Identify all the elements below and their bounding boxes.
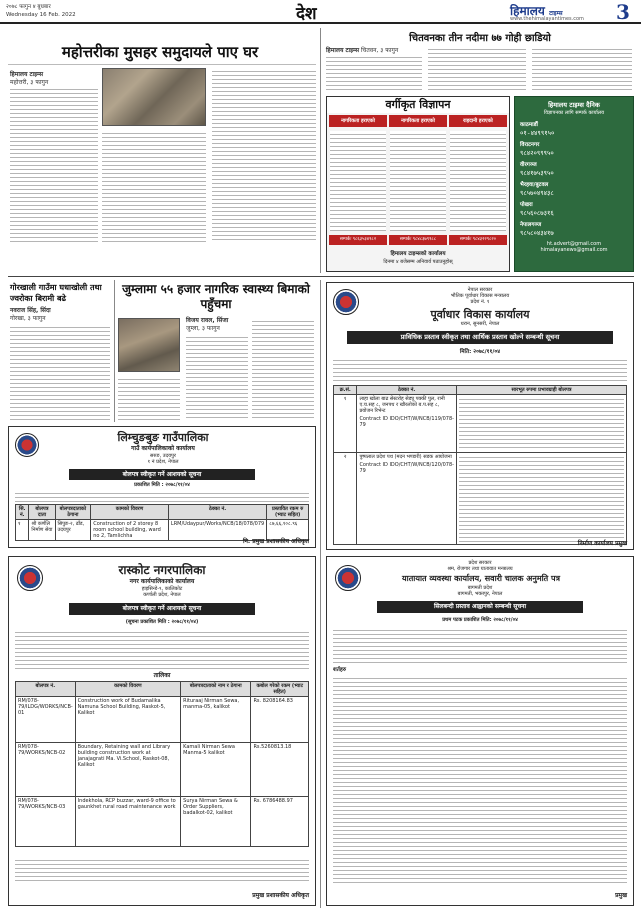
yatayat-place-1: बागमती प्रदेश [467,585,493,591]
raskot-r3-amount: Rs. 6786488.97 [251,797,309,847]
story4-source: विजय रावल, सिंजा [186,317,229,324]
classified-col1-title: नागरिकता हराएको [329,115,387,127]
classified-col2-body [390,131,446,231]
ad-box-row [520,200,628,217]
limchung-th-2: बोलपत्रदाताको ठेगाना [55,505,91,520]
yatayat-signature: प्रमुख [615,892,627,899]
ad-box-row-phone[interactable]: ९८४१७५३९५० [520,169,554,177]
classified-phone-2: सम्पर्कः ९८४८३७९९८८ [389,235,447,245]
raskot-place-2: कर्णाली प्रदेश, नेपाल [143,592,181,598]
purbadhar-row-2 [334,453,627,545]
notice-yatayat [326,556,634,906]
story1-body-col1 [10,86,98,242]
purbadhar-date: मिति: २०७८/११/०४ [459,349,501,355]
limchung-table-grid [15,504,309,541]
yatayat-date: प्रथम पटक प्रकाशित मिति: २०७८/११/०४ [442,617,518,623]
limchung-cell-amount: ८७,६६,१०८.९६ [267,520,309,541]
yatayat-org-1: प्रदेश सरकार [468,560,492,566]
story4-body-col3 [252,318,314,420]
raskot-row-3 [16,797,309,847]
classified-footer-2: दिनमा ४ बजेसम्म अनिवार्य पठाउनुहोस् [383,259,453,265]
limchung-cell-sn: १ [16,520,29,541]
ad-box-row-phone[interactable]: ९८४२०९९९५० [520,149,554,157]
section-title: देश [296,4,317,24]
raskot-place-1: हाइसिन्डे-९, कालिकोट [141,586,183,592]
raskot-table [15,681,309,847]
raskot-r2-bid: RM/078-79/WORKS/NCB-02 [16,743,76,797]
classified-col2-title: नागरिकता हराएको [389,115,447,127]
story3-place: गोरखा, ३ फागुन [10,315,46,322]
limchung-th-4: ठेक्का नं. [168,505,266,520]
yatayat-conditions-list [333,675,627,885]
raskot-row-1 [16,697,309,743]
limchung-place-1: सरुङ, उदयपुर [150,453,176,459]
raskot-signature: प्रमुख प्रशासकीय अधिकृत [252,892,309,899]
yatayat-banner: सिलबन्दी प्रस्ताव आह्वानको सम्बन्धी सूचना [377,601,583,613]
raskot-banner: बोलपत्र स्वीकृत गर्ने आशयको सूचना [69,603,255,615]
story2-body-col1 [326,54,422,90]
story3-source: नवराज सिंह, सिंदा [10,307,51,314]
purbadhar-row1-sn: १ [334,395,357,453]
date-english: Wednesday 16 Feb. 2022 [6,12,76,18]
limchung-th-0: सि. नं. [16,505,29,520]
purbadhar-th-contract: ठेक्का नं. [357,386,457,395]
story1-body-col3 [212,68,316,242]
purbadhar-org-3: प्रदेश नं. १ [470,299,490,305]
story4-body-col1 [118,376,180,420]
ad-box-subtitle: विज्ञापनका लागि सम्पर्क कार्यालय [543,110,605,116]
limchung-title: लिम्चुङबुङ गाउँपालिका [117,431,209,444]
limchung-subtitle: गाउँ कार्यपालिकाको कार्यालय [131,445,195,452]
limchung-banner: बोलपत्र स्वीकृत गर्ने आशयको सूचना [69,469,255,480]
purbadhar-th-bidder: सारभूत रुपमा प्रभावग्राही बोलपत्र [457,386,627,395]
limchung-th-1: बोलपत्र दाता [29,505,55,520]
story1-byline [10,70,100,86]
purbadhar-row1-desc [357,395,457,453]
ad-box-email-2[interactable]: himalayanews@gmail.com [540,247,608,253]
raskot-r1-work: Construction work of Budamalika Namuna School Building, Raskot-5, Kalikot [75,697,180,743]
classified-phone-3: सम्पर्कः ९८४३२२९८२० [449,235,507,245]
ad-contact-box [514,96,634,272]
raskot-th-3: कबोल गरेको रकम (भ्याट सहित) [251,682,309,697]
ad-box-title: हिमालय टाइम्स दैनिक [548,101,600,109]
website-url[interactable]: www.thehimalayantimes.com [510,16,584,22]
ad-box-row [520,220,628,237]
limchung-th-3: कामको विवरण [91,505,169,520]
nepal-emblem-icon [15,433,39,457]
raskot-r2-work: Boundary, Retaining wall and Library building construction work at janajagrati Ma. Vi.School, Raskot-08, Kalikot [75,743,180,797]
page-number: 3 [616,0,630,24]
classified-col3-title: राहदानी हराएको [449,115,507,127]
logo-text: हिमालय [510,4,545,18]
story1-photo [102,68,206,126]
ad-box-row [520,140,628,157]
raskot-r2-amount: Rs.5260813.18 [251,743,309,797]
story4-byline [186,316,246,332]
limchung-cell-address: सिपुङ-२, ढाँड, उदयपुर [55,520,91,541]
purbadhar-org-2: भौतिक पूर्वाधार विकास मन्त्रालय [450,293,510,299]
raskot-r2-bidder: Kamali Nirman Sewa Manma-5 kalikot [181,743,251,797]
raskot-row-2 [16,743,309,797]
story2-body-col3 [532,46,632,90]
raskot-r1-bid: RM/078-79/ILDG/WORKS/NCB-01 [16,697,76,743]
purbadhar-row2-desc-text: पुष्पलाल प्रदेश पथ (मदन भण्डारी) सडक आयोजना [359,454,452,460]
limchung-cell-work: Construction of 2 storey 8 room school building, ward no 2, Tamlichha [91,520,169,541]
classified-phone-1: सम्पर्कः ९८६३५३४९८२ [329,235,387,245]
purbadhar-row-1 [334,395,627,453]
raskot-th-0: बोलपत्र नं. [16,682,76,697]
nepal-emblem-icon [17,565,43,591]
masthead-date [6,3,76,19]
ad-box-row [520,160,628,177]
story1-source: हिमालय टाइम्स [10,71,44,78]
nepal-emblem-icon [333,289,359,315]
date-nepali: २०७८ फागुन ४ बुधबार [6,4,51,10]
limchung-cell-contract: LRM/Udaypur/Works/NCB/18/078/079 [168,520,266,541]
logo-suffix: टाइम्स [549,10,563,17]
raskot-th-1: कामको विवरण [75,682,180,697]
purbadhar-row2-desc [357,453,457,545]
ad-box-row-phone[interactable]: ०१-४४९९१५० [520,129,555,137]
yatayat-conditions-heading: शर्तहरु [333,667,347,673]
purbadhar-signature: निर्माण कार्यालय प्रमुख [577,540,627,547]
raskot-th-2: बोलपत्रदाताको नाम र ठेगाना [181,682,251,697]
limchung-date: प्रकाशित मिति : २०७८/११/०४ [134,482,190,488]
classified-section [326,96,510,272]
story2-headline: चितवनका तीन नदीमा ७७ गोही छाडियो [409,33,551,44]
notice-raskot [8,556,316,906]
classified-col3-body [450,131,506,231]
purbadhar-row1-contract: Contract ID IDO/CHT/W/NCB/119/078-79 [359,416,454,428]
story4-headline: जुम्लामा ५५ हजार नागरिक स्वास्थ्य बिमाको पहुँचमा [122,282,310,311]
story3-byline [10,306,110,322]
purbadhar-row2-sn: २ [334,453,357,545]
story4-body-col2 [186,334,248,420]
purbadhar-row2-bidders [457,453,627,545]
yatayat-place-2: बागमती, भक्तपुर, नेपाल [457,591,503,597]
story2-byline [326,46,426,54]
raskot-r1-bidder: Rituraaj Nirman Sewa, manma-05, kalikot [181,697,251,743]
masthead [0,0,641,24]
notice-purbadhar [326,282,634,550]
ad-box-row-phone[interactable]: ९८५७०४९४३८ [520,189,554,197]
ad-box-row-label: भैरहवा/बुटवल [520,182,549,188]
limchung-cell-bidder: श्री कर्णलि निर्माण सेवा [29,520,55,541]
purbadhar-row1-desc-text: लाहा खोला बाढ सेस्टरोह सेड्यू पक्की पुल, रानी ए.च.सह ८, जनपथ र खौरलोको ब.प.सह ८, प्रयोजन रिभेन्ट [359,396,445,414]
ad-box-row [520,120,628,137]
limchung-signature: नि. प्रमुख प्रशासकीय अधिकृत [243,538,309,545]
purbadhar-table-grid [333,385,627,545]
ad-box-row-label: विराटनगर [520,142,540,148]
story1-headline: महोत्तरीका मुसहर समुदायले पाए घर [61,43,259,61]
story4-photo [118,318,180,372]
ad-box-row-label: काठमाडौं [520,122,538,128]
story1-place: महोत्तरी, ३ फागुन [10,79,49,86]
purbadhar-banner: प्राविधिक प्रस्ताव स्वीकृत तथा आर्थिक प्रस्ताव खोल्ने सम्बन्धी सूचना [347,331,613,344]
purbadhar-intro-text [333,357,627,381]
story2-body-col2 [428,46,526,90]
raskot-subtitle: नगर कार्यपालिकाको कार्यालय [129,578,195,585]
raskot-table-grid [15,681,309,847]
limchung-place [45,453,281,465]
ad-box-row [520,180,628,197]
raskot-r1-amount: Rs. 8208164.83 [251,697,309,743]
raskot-date: (सूचना प्रकाशित मिति : २०७८/११/०४) [125,619,199,625]
yatayat-place [367,585,593,597]
purbadhar-place: धरान, सुनसरी, नेपाल [460,321,500,327]
ad-box-rows [520,120,628,237]
story2-source: हिमालय टाइम्स [326,47,360,54]
yatayat-intro-text [333,627,627,663]
story4-place: जुम्ला, ३ फागुन [186,325,220,332]
ad-box-row-phone[interactable]: ९८५६०८७३१६ [520,209,554,217]
raskot-title: रास्कोट नगरपालिका [118,563,206,577]
purbadhar-th-sn: क्र.सं. [334,386,357,395]
ad-box-row-label: नेपालगञ्ज [520,222,542,228]
classified-footer: हिमालय टाइम्सको कार्यालय [390,251,446,257]
raskot-r3-bidder: Surya Nirman Sewa & Order Suppliers, badalkot-02, kalikot [181,797,251,847]
classified-col1-body [330,131,386,231]
notice-limchungbung [8,426,316,548]
limchung-intro-text [15,490,309,502]
yatayat-org-2: श्रम, रोजगार तथा यातायात मन्त्रालय [447,566,513,572]
raskot-footer-text [15,857,309,881]
ad-box-row-label: वीरगञ्ज [520,162,537,168]
raskot-place [49,586,275,598]
purbadhar-row2-contract: Contract ID IDO/CHT/W/NCB/120/078-79 [359,462,454,474]
raskot-intro-text [15,629,309,669]
limchung-th-5: प्रस्तावित रकम रु (भ्याट सहित) [267,505,309,520]
ad-box-email-1[interactable]: ht.advert@gmail.com [546,241,602,247]
classified-phones [329,235,507,245]
story2-place: चितवन, ३ फागुन [360,47,399,54]
purbadhar-title: पूर्वाधार विकास कार्यालय [430,308,530,321]
story3-body [10,324,110,420]
ad-box-row-label: पोखरा [520,202,533,208]
story1-body-col2 [102,130,206,242]
purbadhar-table [333,385,627,545]
classified-title: वर्गीकृत विज्ञापन [327,97,509,113]
yatayat-org [367,560,593,572]
limchung-place-2: १ नं प्रदेश, नेपाल [147,459,179,465]
limchung-table [15,504,309,541]
classified-headers [329,115,507,127]
raskot-r3-work: Indekhola, RCP buzzar, ward-9 office to gaunkhet rural road maintenance work [75,797,180,847]
raskot-table-title: तालिका [153,672,171,679]
story3-headline: गोरखाली गाउँमा घधाखोली तथा ज्वरोका बिरामी बढे [10,282,102,303]
ad-box-row-phone[interactable]: ९८५८०४३४१७ [520,229,554,237]
yatayat-title: यातायात व्यवस्था कार्यालय, सवारी चालक अनुमति पत्र [402,573,560,583]
purbadhar-row1-bidders [457,395,627,453]
raskot-r3-bid: RM/078-79/WORKS/NCB-03 [16,797,76,847]
notice-purbadhar-org [367,287,593,305]
purbadhar-org-1: नेपाल सरकार [467,287,493,293]
